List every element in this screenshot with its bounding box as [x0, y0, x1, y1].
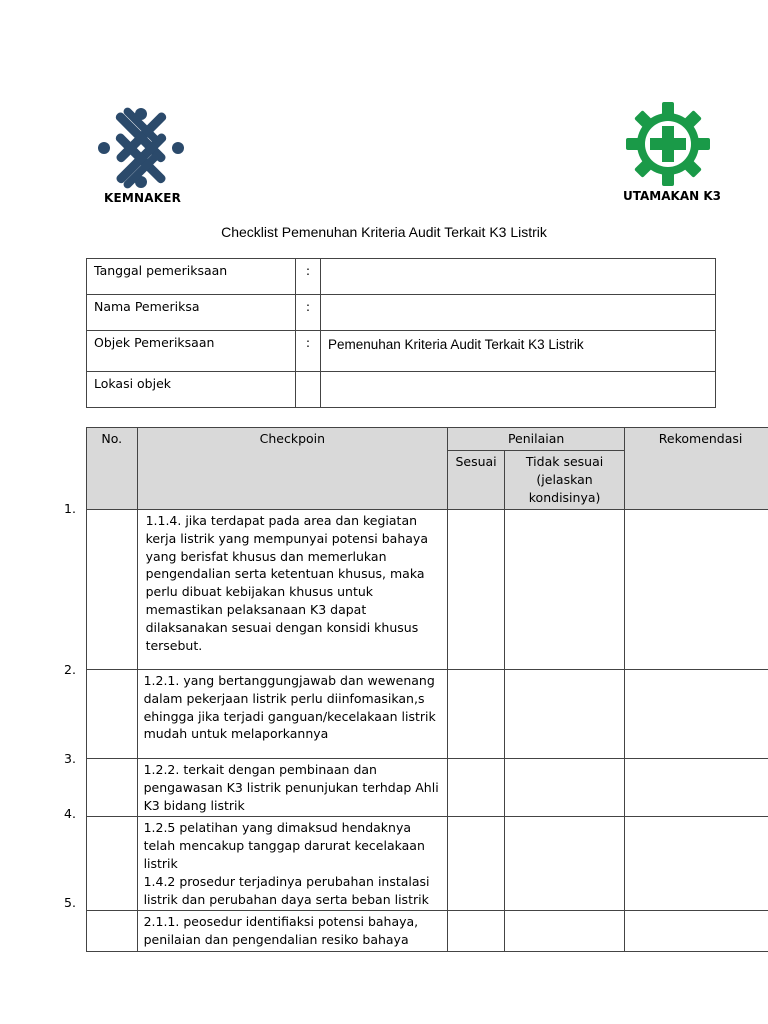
tidak-sesuai-cell[interactable] [504, 911, 624, 952]
document-title: Checklist Pemenuhan Kriteria Audit Terkait K3 Listrik [221, 224, 547, 240]
col-header-checkpoin: Checkpoin [137, 428, 448, 510]
checkpoint-text: 1.2.5 pelatihan yang dimaksud hendaknya telah mencakup tanggap darurat kecelakaan listrik [143, 820, 425, 871]
tidak-sesuai-cell[interactable] [504, 510, 624, 670]
utamakan-k3-label: UTAMAKAN K3 [623, 189, 721, 203]
checkpoint-text: 2.1.1. peosedur identifiaksi potensi bahaya, penilaian dan pengendalian resiko bahaya [137, 911, 448, 952]
row-gap-cell [87, 670, 138, 759]
checkpoint-text-secondary: 1.4.2 prosedur terjadinya perubahan instalasi listrik dan perubahan daya serta beban listrik [143, 873, 430, 907]
tidak-sesuai-cell[interactable] [504, 670, 624, 759]
col-header-rekomendasi: Rekomendasi [625, 428, 768, 510]
info-row-location [87, 372, 716, 408]
tidak-sesuai-cell[interactable] [504, 817, 624, 911]
checkpoint-text: 1.1.4. jika terdapat pada area dan kegiatan kerja listrik yang mempunyai potensi bahaya yang berisfat khusus dan memerlukan pengendalian serta ketentuan khusus, maka perlu dibuat kebijakan khusus untuk memastikan pelaksanaan K3 dapat dilaksanakan sesuai dengan konsidi khusus tersebut. [137, 510, 448, 670]
info-label: Nama Pemeriksa [87, 295, 296, 331]
checkpoint-cell [137, 817, 448, 911]
rekomendasi-cell[interactable] [625, 759, 768, 817]
info-row-date [87, 259, 716, 295]
table-row [87, 817, 768, 911]
table-row [87, 670, 768, 759]
info-colon: : [296, 295, 321, 331]
info-colon [296, 372, 321, 408]
kemnaker-logo [96, 106, 186, 190]
info-colon: : [296, 259, 321, 295]
row-gap-cell [87, 759, 138, 817]
row-number: 5. [64, 895, 76, 910]
kemnaker-label: KEMNAKER [104, 191, 182, 205]
col-header-penilaian: Penilaian [448, 428, 625, 451]
tidak-sesuai-cell[interactable] [504, 759, 624, 817]
inspection-info-table [86, 258, 716, 408]
sesuai-cell[interactable] [448, 759, 505, 817]
sesuai-cell[interactable] [448, 817, 505, 911]
sesuai-cell[interactable] [448, 911, 505, 952]
sesuai-cell[interactable] [448, 670, 505, 759]
col-header-tidak-sesuai: Tidak sesuai (jelaskan kondisinya) [504, 451, 624, 510]
col-header-sesuai: Sesuai [448, 451, 505, 510]
info-label: Tanggal pemeriksaan [87, 259, 296, 295]
rekomendasi-cell[interactable] [625, 911, 768, 952]
checklist-table [86, 427, 768, 952]
col-header-no: No. [87, 428, 138, 510]
table-row [87, 510, 768, 670]
info-label: Lokasi objek [87, 372, 296, 408]
checkpoint-text: 1.2.2. terkait dengan pembinaan dan pengawasan K3 listrik penunjukan terhdap Ahli K3 bidang listrik [137, 759, 448, 817]
row-gap-cell [87, 510, 138, 670]
k3-cross-gear-logo [626, 102, 710, 186]
table-row [87, 911, 768, 952]
rekomendasi-cell[interactable] [625, 670, 768, 759]
row-number: 3. [64, 751, 76, 766]
info-value[interactable] [321, 295, 716, 331]
info-value[interactable]: Pemenuhan Kriteria Audit Terkait K3 Listrik [321, 331, 716, 372]
sesuai-cell[interactable] [448, 510, 505, 670]
row-number: 1. [64, 501, 76, 516]
row-number: 2. [64, 662, 76, 677]
info-value[interactable] [321, 372, 716, 408]
info-row-object [87, 331, 716, 372]
table-row [87, 759, 768, 817]
checkpoint-text: 1.2.1. yang bertanggungjawab dan wewenang dalam pekerjaan listrik perlu diinfomasikan,s ehingga jika terjadi ganguan/kecelakaan listrik mudah untuk melaporkannya [137, 670, 448, 759]
rekomendasi-cell[interactable] [625, 817, 768, 911]
info-value[interactable] [321, 259, 716, 295]
info-row-inspector [87, 295, 716, 331]
rekomendasi-cell[interactable] [625, 510, 768, 670]
row-number: 4. [64, 806, 76, 821]
row-gap-cell [87, 817, 138, 911]
row-gap-cell [87, 911, 138, 952]
info-colon: : [296, 331, 321, 372]
info-label: Objek Pemeriksaan [87, 331, 296, 372]
